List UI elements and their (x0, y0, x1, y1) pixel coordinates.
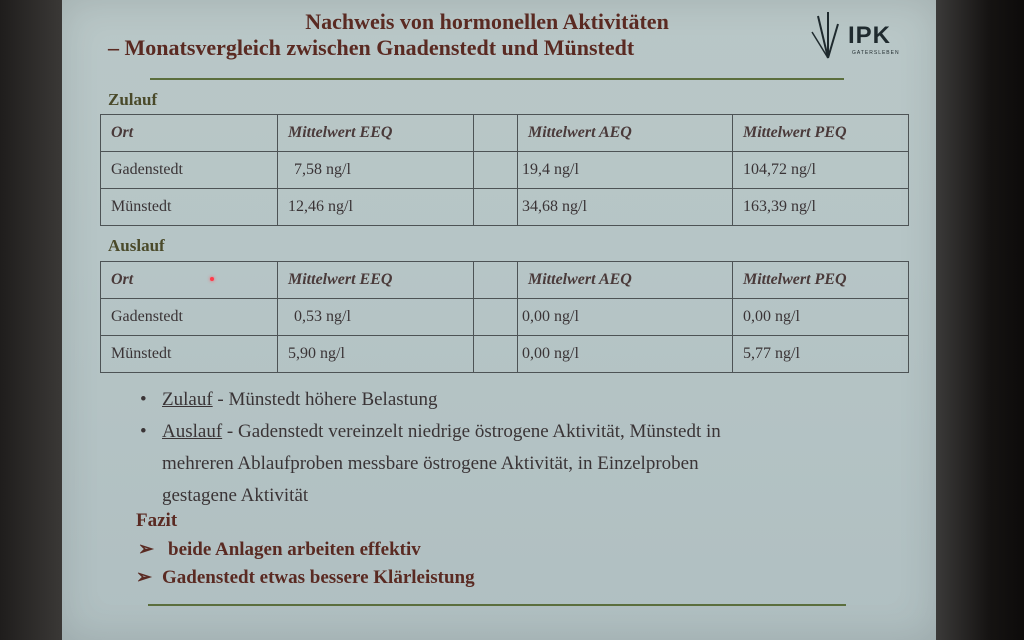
table-cell: 34,68 ng/l (518, 189, 733, 226)
table-cell: Münstedt (101, 336, 278, 373)
zulauf-table (100, 114, 909, 226)
grass-logo-icon (808, 10, 848, 60)
table-cell: 5,77 ng/l (733, 336, 909, 373)
table-cell: 0,00 ng/l (518, 299, 733, 336)
table-cell: 0,00 ng/l (733, 299, 909, 336)
header-cell: Mittelwert PEQ (733, 262, 909, 299)
bullet-item (140, 384, 902, 416)
laser-pointer-dot (210, 277, 214, 281)
header-cell: Mittelwert AEQ (518, 115, 733, 152)
header-cell: Ort (101, 115, 278, 152)
table-cell: 163,39 ng/l (733, 189, 909, 226)
arrow-bullet-icon: ➢ (138, 539, 154, 560)
bullet-term: Auslauf (162, 421, 223, 442)
bullet-continuation: mehreren Ablaufproben messbare östrogene Aktivität, in Einzelproben (162, 453, 699, 474)
auslauf-table (100, 261, 909, 373)
bottom-divider (148, 604, 846, 606)
bullet-icon: • (140, 389, 147, 410)
table-row (101, 189, 909, 226)
bullet-text: - Münstedt höhere Belastung (212, 389, 438, 410)
room-wall-right (936, 0, 1024, 640)
table-cell: 104,72 ng/l (733, 152, 909, 189)
table-header-row (101, 115, 909, 152)
conclusion-text: Gadenstedt etwas bessere Klärleistung (162, 567, 475, 588)
room-wall-left (0, 0, 62, 640)
bullet-text: - Gadenstedt vereinzelt niedrige östrogene Aktivität, Münstedt in (222, 421, 721, 442)
ipk-logo (808, 10, 918, 60)
bullet-item (140, 416, 902, 448)
spacer-cell (474, 336, 518, 373)
conclusion-item (138, 538, 421, 561)
table-cell: Gadenstedt (101, 152, 278, 189)
header-cell: Mittelwert EEQ (278, 115, 474, 152)
logo-subtext: GATERSLEBEN (852, 50, 900, 56)
table-cell: Gadenstedt (101, 299, 278, 336)
spacer-cell (474, 152, 518, 189)
projected-slide (62, 0, 936, 640)
table-row (101, 336, 909, 373)
table-cell: 12,46 ng/l (278, 189, 474, 226)
fazit-heading: Fazit (136, 510, 178, 531)
title-divider (150, 78, 844, 80)
spacer-cell (474, 262, 518, 299)
bullet-list (140, 384, 902, 512)
conclusion-text: beide Anlagen arbeiten effektiv (168, 539, 421, 560)
section-label-zulauf: Zulauf (108, 90, 158, 109)
arrow-bullet-icon: ➢ (136, 567, 152, 588)
section-label-auslauf: Auslauf (108, 236, 165, 255)
slide-title-line1: Nachweis von hormonellen Aktivitäten (305, 9, 669, 34)
header-cell: Mittelwert EEQ (278, 262, 474, 299)
header-cell: Mittelwert PEQ (733, 115, 909, 152)
header-cell: Ort (101, 262, 278, 299)
logo-text: IPK (848, 22, 892, 49)
table-cell: 19,4 ng/l (518, 152, 733, 189)
bullet-term: Zulauf (162, 389, 213, 410)
table-header-row (101, 262, 909, 299)
conclusion-item (136, 566, 475, 589)
header-cell: Mittelwert AEQ (518, 262, 733, 299)
table-cell: 7,58 ng/l (278, 152, 474, 189)
table-cell: 0,53 ng/l (278, 299, 474, 336)
spacer-cell (474, 115, 518, 152)
slide-title-line2: – Monatsvergleich zwischen Gnadenstedt und Münstedt (108, 35, 635, 60)
table-cell: Münstedt (101, 189, 278, 226)
spacer-cell (474, 189, 518, 226)
bullet-icon: • (140, 421, 147, 442)
table-cell: 5,90 ng/l (278, 336, 474, 373)
table-row (101, 299, 909, 336)
table-cell: 0,00 ng/l (518, 336, 733, 373)
spacer-cell (474, 299, 518, 336)
bullet-continuation: gestagene Aktivität (162, 485, 309, 506)
table-row (101, 152, 909, 189)
